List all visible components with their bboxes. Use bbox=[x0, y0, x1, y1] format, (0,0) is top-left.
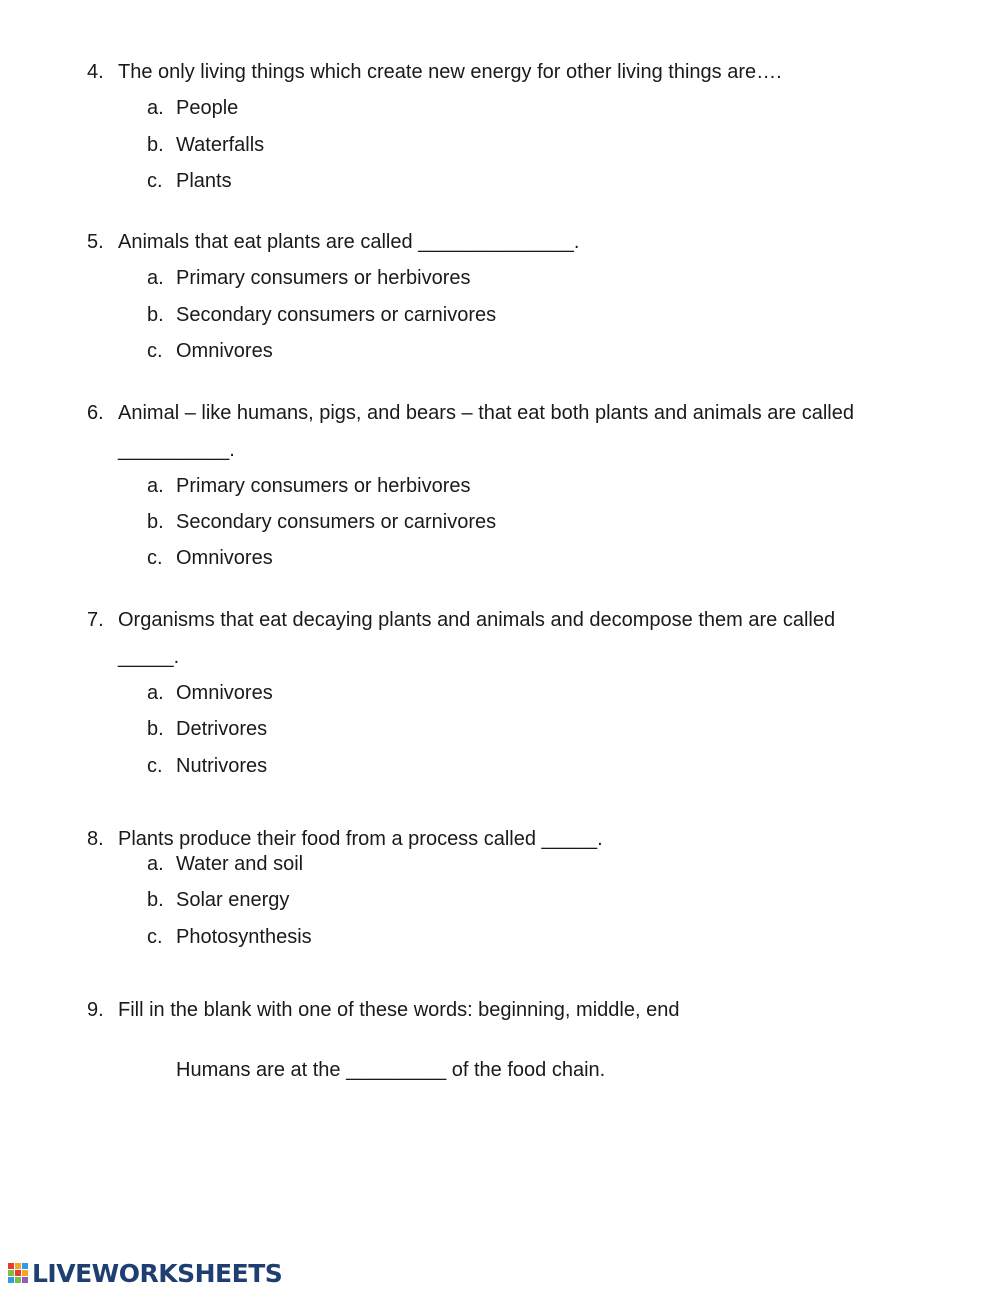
question-text: Animals that eat plants are called ______________. bbox=[118, 231, 580, 253]
liveworksheets-logo[interactable] bbox=[8, 1258, 282, 1288]
option-text: People bbox=[176, 97, 239, 119]
question-number: 8. bbox=[87, 828, 104, 850]
question-text: Organisms that eat decaying plants and animals and decompose them are called bbox=[118, 609, 836, 631]
option-text: Omnivores bbox=[176, 547, 273, 569]
option-text: Primary consumers or herbivores bbox=[176, 267, 471, 289]
option-letter: a. bbox=[147, 267, 164, 289]
question-number: 5. bbox=[87, 231, 104, 253]
option-text: Photosynthesis bbox=[176, 926, 312, 948]
option-text: Waterfalls bbox=[176, 134, 265, 156]
option-text: Detrivores bbox=[176, 718, 268, 740]
option-letter: b. bbox=[147, 511, 164, 533]
fill-in-sentence: Humans are at the _________ of the food chain. bbox=[176, 1059, 606, 1081]
question-text: Fill in the blank with one of these words: beginning, middle, end bbox=[118, 999, 680, 1021]
question-text: Plants produce their food from a process called _____. bbox=[118, 828, 603, 850]
question-number: 4. bbox=[87, 61, 104, 83]
option-text: Secondary consumers or carnivores bbox=[176, 304, 497, 326]
option-letter: b. bbox=[147, 889, 164, 911]
logo-text: LIVEWORKSHEETS bbox=[32, 1258, 283, 1288]
answer-blank: __________. bbox=[118, 439, 235, 461]
option-letter: c. bbox=[147, 170, 163, 192]
option-text: Nutrivores bbox=[176, 755, 268, 777]
question-text: The only living things which create new energy for other living things are…. bbox=[118, 61, 782, 83]
question-number: 7. bbox=[87, 609, 104, 631]
option-letter: c. bbox=[147, 547, 163, 569]
option-letter: b. bbox=[147, 718, 164, 740]
option-letter: c. bbox=[147, 926, 163, 948]
question-number: 6. bbox=[87, 402, 104, 424]
option-letter: b. bbox=[147, 134, 164, 156]
answer-blank: _____. bbox=[118, 646, 180, 668]
option-text: Secondary consumers or carnivores bbox=[176, 511, 497, 533]
option-letter: a. bbox=[147, 682, 164, 704]
option-letter: a. bbox=[147, 475, 164, 497]
question-number: 9. bbox=[87, 999, 104, 1021]
option-text: Plants bbox=[176, 170, 232, 192]
option-letter: a. bbox=[147, 853, 164, 875]
option-text: Omnivores bbox=[176, 682, 273, 704]
logo-grid-icon bbox=[8, 1263, 28, 1283]
option-text: Primary consumers or herbivores bbox=[176, 475, 471, 497]
option-letter: b. bbox=[147, 304, 164, 326]
option-text: Solar energy bbox=[176, 889, 290, 911]
option-text: Water and soil bbox=[176, 853, 304, 875]
option-letter: c. bbox=[147, 340, 163, 362]
option-text: Omnivores bbox=[176, 340, 273, 362]
question-text: Animal – like humans, pigs, and bears – that eat both plants and animals are called bbox=[118, 402, 854, 424]
option-letter: a. bbox=[147, 97, 164, 119]
option-letter: c. bbox=[147, 755, 163, 777]
